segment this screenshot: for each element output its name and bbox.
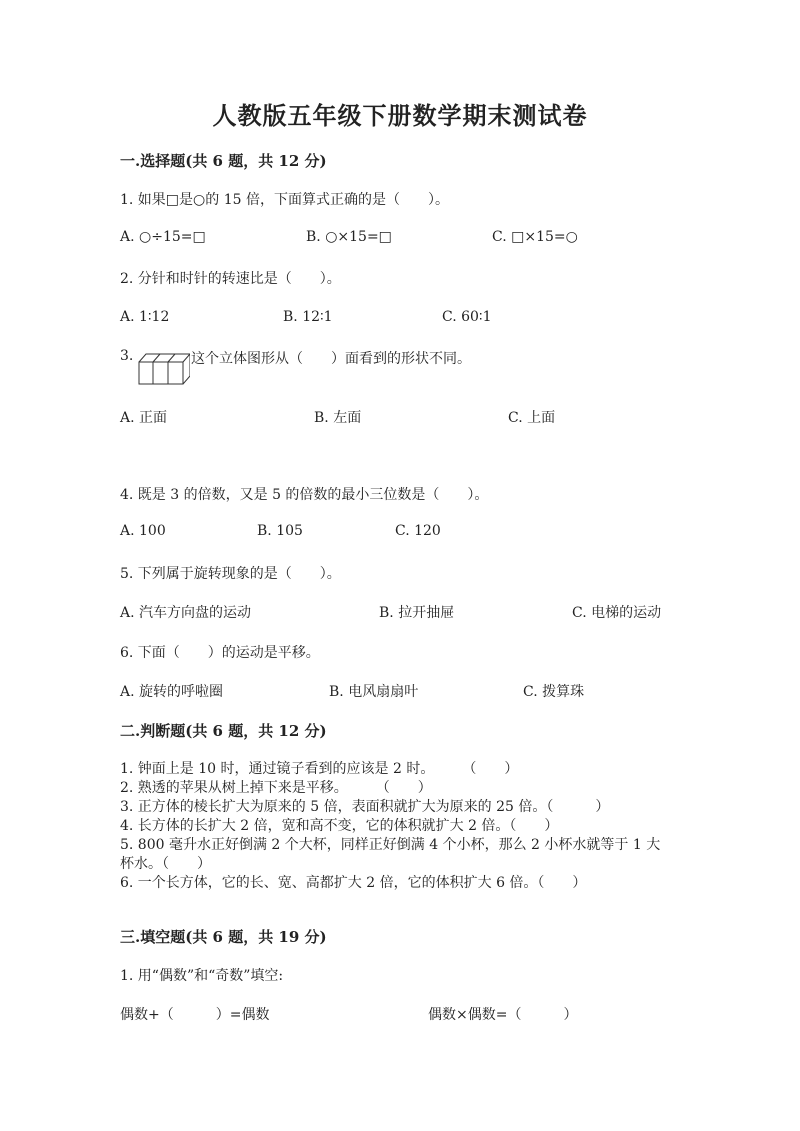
option-b: B. 左面 xyxy=(314,410,362,426)
option-b: B. ○×15=□ xyxy=(306,229,392,245)
option-a: A. ○÷15=□ xyxy=(120,229,206,245)
section-heading-choice: 一.选择题(共 6 题，共 12 分) xyxy=(120,152,327,170)
option-a: A. 旋转的呼啦圈 xyxy=(120,684,224,700)
section-heading-judge: 二.判断题(共 6 题，共 12 分) xyxy=(120,722,327,740)
option-c: C. 电梯的运动 xyxy=(572,605,662,621)
question-stem: 5. 下列属于旋转现象的是（ ）。 xyxy=(120,566,341,582)
option-b: B. 拉开抽屉 xyxy=(379,605,455,621)
question-stem: 1. 如果□是○的 15 倍，下面算式正确的是（ ）。 xyxy=(120,192,449,208)
option-c: C. 拨算珠 xyxy=(523,684,585,700)
judge-item: 2. 熟透的苹果从树上掉下来是平移。 （ ） xyxy=(120,780,432,796)
fill-blank-right: 偶数×偶数=（ ） xyxy=(428,1007,578,1023)
judge-item: 1. 钟面上是 10 时，通过镜子看到的应该是 2 时。 （ ） xyxy=(120,761,519,777)
judge-item: 5. 800 毫升水正好倒满 2 个大杯，同样正好倒满 4 个小杯，那么 2 小杯水就等于 1 大杯水。（ ） xyxy=(120,837,661,872)
option-c: C. 上面 xyxy=(508,410,556,426)
option-c: C. 120 xyxy=(395,523,441,539)
section-heading-fill: 三.填空题(共 6 题，共 19 分) xyxy=(120,928,327,946)
question-stem: 6. 下面（ ）的运动是平移。 xyxy=(120,645,320,661)
option-a: A. 100 xyxy=(120,523,166,539)
judge-item: 3. 正方体的棱长扩大为原来的 5 倍，表面积就扩大为原来的 25 倍。（ ） xyxy=(120,799,610,815)
option-b: B. 电风扇扇叶 xyxy=(329,684,419,700)
question-stem: 2. 分针和时针的转速比是（ ）。 xyxy=(120,271,341,287)
option-a: A. 正面 xyxy=(120,410,168,426)
fill-blank-left: 偶数+（ ）=偶数 xyxy=(120,1007,270,1023)
cube-figure xyxy=(138,352,190,386)
option-c: C. □×15=○ xyxy=(492,229,578,245)
question-stem: 4. 既是 3 的倍数，又是 5 的倍数的最小三位数是（ ）。 xyxy=(120,487,489,503)
option-c: C. 60∶1 xyxy=(442,309,492,325)
question-number: 3. xyxy=(120,348,134,364)
option-b: B. 105 xyxy=(257,523,303,539)
option-b: B. 12∶1 xyxy=(283,309,333,325)
judge-item: 6. 一个长方体，它的长、宽、高都扩大 2 倍，它的体积扩大 6 倍。（ ） xyxy=(120,875,587,891)
judge-item: 4. 长方体的长扩大 2 倍，宽和高不变，它的体积就扩大 2 倍。（ ） xyxy=(120,818,559,834)
question-stem: 这个立体图形从（ ）面看到的形状不同。 xyxy=(191,351,471,367)
option-a: A. 1∶12 xyxy=(120,309,170,325)
page-title: 人教版五年级下册数学期末测试卷 xyxy=(212,101,588,130)
option-a: A. 汽车方向盘的运动 xyxy=(120,605,252,621)
question-stem: 1. 用“偶数”和“奇数”填空: xyxy=(120,968,284,984)
judge-list xyxy=(120,760,680,893)
